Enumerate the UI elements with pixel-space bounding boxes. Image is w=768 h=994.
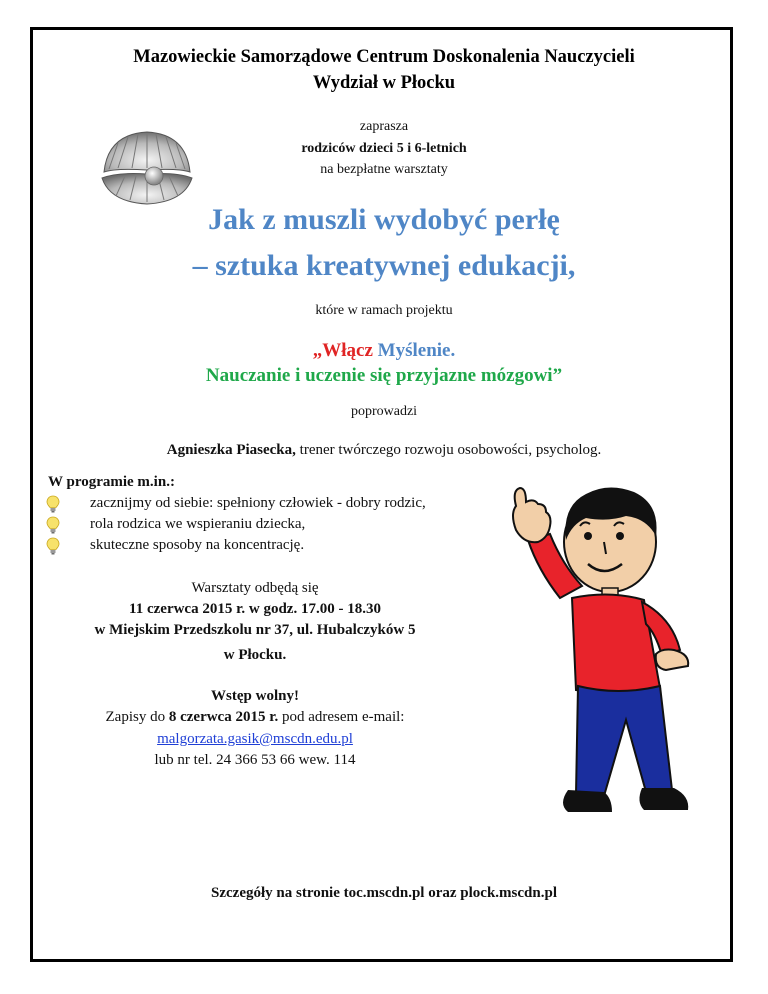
lead-word: poprowadzi bbox=[350, 404, 418, 419]
event-date: 11 czerwca 2015 r. w godz. 17.00 - 18.30 bbox=[129, 601, 381, 617]
project-name-blue: Myślenie. bbox=[377, 340, 456, 361]
workshop-title: Jak z muszli wydobyć perłę bbox=[208, 203, 560, 236]
program-list bbox=[46, 493, 426, 556]
trainer-description: trener twórczego rozwoju osobowości, psycholog. bbox=[299, 442, 602, 458]
free-entry: Wstęp wolny! bbox=[211, 688, 299, 704]
invite-line: zaprasza bbox=[359, 119, 409, 134]
lightbulb-icon bbox=[46, 495, 60, 513]
event-place: w Miejskim Przedszkolu nr 37, ul. Hubalczyków 5 bbox=[94, 622, 416, 638]
program-heading: W programie m.in.: bbox=[48, 474, 175, 490]
lightbulb-icon bbox=[46, 516, 60, 534]
event-city: w Płocku. bbox=[223, 647, 287, 663]
project-name-line2: Nauczanie i uczenie się przyjazne mózgowi” bbox=[205, 365, 563, 386]
phone-line: lub nr tel. 24 366 53 66 wew. 114 bbox=[154, 752, 356, 768]
signup-line bbox=[40, 709, 470, 726]
invite-audience: rodziców dzieci 5 i 6-letnich bbox=[301, 141, 467, 156]
invite-workshops: na bezpłatne warsztaty bbox=[320, 162, 448, 177]
program-item-text: skuteczne sposoby na koncentrację. bbox=[90, 537, 305, 553]
project-name bbox=[0, 340, 768, 362]
email-line bbox=[40, 731, 470, 748]
project-intro: które w ramach projektu bbox=[315, 303, 453, 318]
workshop-subtitle: – sztuka kreatywnej edukacji, bbox=[192, 249, 576, 282]
event-intro: Warsztaty odbędą się bbox=[191, 580, 319, 596]
org-name: Mazowieckie Samorządowe Centrum Doskonalenia Nauczycieli bbox=[133, 47, 635, 67]
project-name-red: „Włącz bbox=[312, 340, 373, 361]
details-footer: Szczegóły na stronie toc.mscdn.pl oraz plock.mscdn.pl bbox=[211, 885, 557, 901]
trainer-name: Agnieszka Piasecka, bbox=[166, 442, 296, 458]
cartoon-boy-pointing bbox=[476, 478, 720, 823]
trainer-line bbox=[0, 442, 768, 459]
org-branch: Wydział w Płocku bbox=[312, 73, 456, 93]
program-item-text: rola rodzica we wspieraniu dziecka, bbox=[90, 516, 306, 532]
program-item-text: zacznijmy od siebie: spełniony człowiek - dobry rodzic, bbox=[90, 495, 426, 511]
lightbulb-icon bbox=[46, 537, 60, 555]
list-item bbox=[46, 493, 426, 514]
signup-date: 8 czerwca 2015 r. bbox=[168, 709, 279, 725]
list-item bbox=[46, 535, 426, 556]
signup-suffix: pod adresem e-mail: bbox=[282, 709, 405, 725]
list-item bbox=[46, 514, 426, 535]
email-link[interactable]: malgorzata.gasik@mscdn.edu.pl bbox=[157, 731, 353, 747]
signup-prefix: Zapisy do bbox=[105, 709, 166, 725]
